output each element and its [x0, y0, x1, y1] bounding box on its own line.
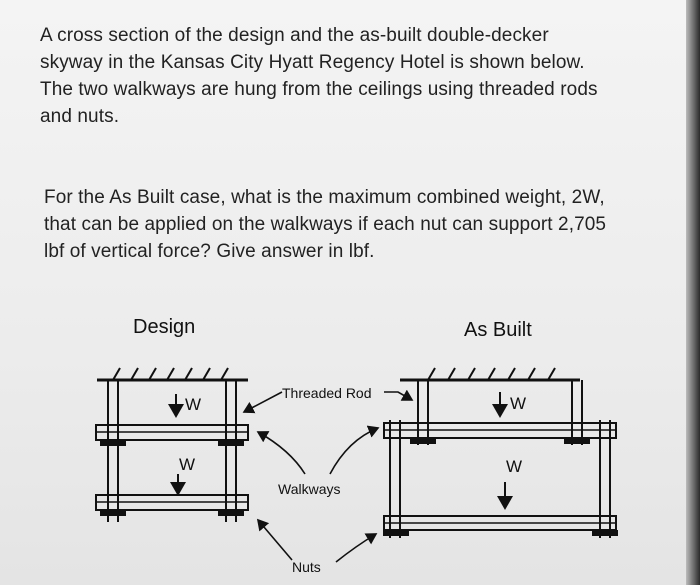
- walkways-arrows: [258, 428, 378, 474]
- asbuilt-load-upper: W: [510, 394, 527, 413]
- design-nuts: [100, 440, 244, 516]
- intro-line-2: skyway in the Kansas City Hyatt Regency Hotel is shown below.: [40, 52, 585, 73]
- design-label: Design: [133, 316, 196, 338]
- design-load-lower: W: [179, 455, 196, 474]
- nuts-arrows: [258, 520, 376, 562]
- asbuilt-loads: [500, 392, 505, 508]
- nuts-arrow-right: [336, 534, 376, 562]
- asbuilt-ceiling-hatch: [428, 368, 555, 380]
- design-ceiling-hatch: [113, 368, 228, 380]
- nuts-arrow-left: [258, 520, 292, 560]
- design-load-upper: W: [185, 395, 202, 414]
- question-line-1: For the As Built case, what is the maximum combined weight, 2W,: [44, 187, 605, 208]
- intro-line-3: The two walkways are hung from the ceilings using threaded rods: [40, 79, 598, 100]
- intro-line-1: A cross section of the design and the as-built double-decker: [40, 25, 549, 46]
- intro-line-4: and nuts.: [40, 106, 120, 127]
- asbuilt-label: As Built: [464, 319, 532, 341]
- walkways-arrow-right: [330, 428, 378, 474]
- walkways-arrow-left: [258, 432, 305, 474]
- threaded-rod-arrow-left: [244, 392, 282, 412]
- design-loads: [176, 394, 178, 494]
- asbuilt-load-lower: W: [506, 457, 523, 476]
- asbuilt-nuts: [383, 438, 618, 536]
- design-diagram: [96, 368, 248, 522]
- threaded-rod-arrow-right: [384, 392, 412, 400]
- walkways-label: Walkways: [278, 481, 341, 497]
- nuts-label: Nuts: [292, 559, 321, 575]
- threaded-rod-label: Threaded Rod: [282, 385, 372, 401]
- question-line-3: lbf of vertical force? Give answer in lbf.: [44, 241, 375, 262]
- question-line-2: that can be applied on the walkways if each nut can support 2,705: [44, 214, 607, 235]
